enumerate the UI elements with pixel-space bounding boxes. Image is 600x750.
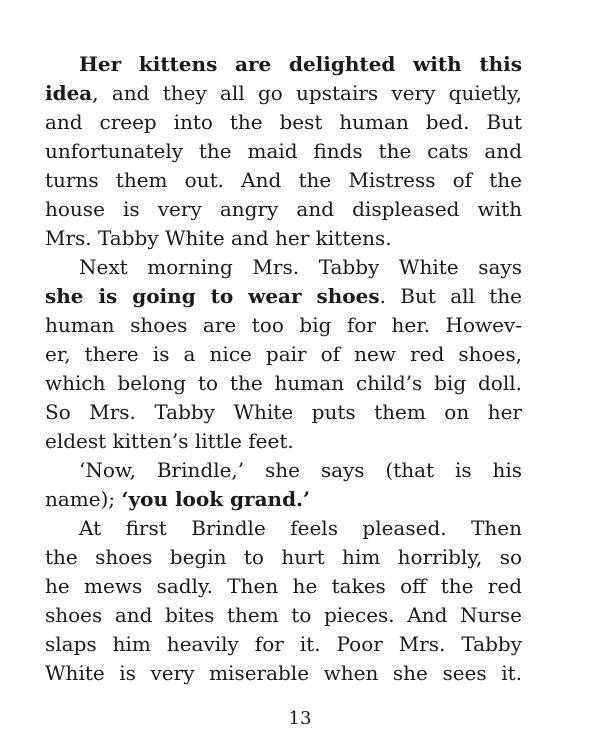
paragraph-1 [45, 50, 522, 253]
text-span: which belong to the human child’s big doll. [45, 371, 522, 395]
text-span: house is very angry and displeased with [45, 197, 522, 221]
text-line [45, 282, 522, 311]
paragraph-3 [45, 456, 522, 514]
text-span: Mrs. Tabby White and her kittens. [45, 226, 392, 250]
text-span: , and they all go upstairs very quietly, [92, 81, 522, 105]
text-line [45, 137, 522, 166]
text-line [45, 543, 522, 572]
text-span: Next morning Mrs. Tabby White says [79, 255, 522, 279]
text-line [45, 195, 522, 224]
text-line [45, 224, 522, 253]
text-span: slaps him heavily for it. Poor Mrs. Tabby [45, 632, 522, 656]
text-span: name); [45, 487, 122, 511]
text-line [45, 108, 522, 137]
text-span: er, there is a nice pair of new red shoes, [45, 342, 522, 366]
text-span: and creep into the best human bed. But [45, 110, 522, 134]
text-line [45, 601, 522, 630]
text-span: the shoes begin to hurt him horribly, so [45, 545, 522, 569]
paragraph-2 [45, 253, 522, 456]
paragraph-4 [45, 514, 522, 688]
text-span: ‘Now, Brindle,’ she says (that is his [79, 458, 522, 482]
text-line [45, 427, 522, 456]
text-span: unfortunately the maid finds the cats and [45, 139, 522, 163]
bold-phrase: idea [45, 81, 93, 105]
bold-phrase: Her kittens are delighted with this [79, 52, 522, 76]
text-line [45, 485, 522, 514]
text-span: At first Brindle feels pleased. Then [79, 516, 522, 540]
bold-phrase: she is going to wear shoes [45, 284, 380, 308]
text-span: human shoes are too big for her. Howev- [45, 313, 522, 337]
text-span: . But all the [379, 284, 522, 308]
text-line [45, 79, 522, 108]
text-span: turns them out. And the Mistress of the [45, 168, 522, 192]
text-line [45, 253, 522, 282]
text-span: So Mrs. Tabby White puts them on her [45, 400, 522, 424]
text-span: shoes and bites them to pieces. And Nurse [45, 603, 522, 627]
text-line [45, 456, 522, 485]
text-line [45, 311, 522, 340]
text-span: eldest kitten’s little feet. [45, 429, 294, 453]
text-line [45, 630, 522, 659]
text-line [45, 572, 522, 601]
text-line [45, 50, 522, 79]
page-body [45, 50, 522, 688]
text-line [45, 398, 522, 427]
bold-phrase: ‘you look grand.’ [121, 487, 310, 511]
text-line [45, 659, 522, 688]
text-line [45, 166, 522, 195]
text-span: White is very miserable when she sees it. [45, 661, 522, 685]
text-line [45, 340, 522, 369]
text-line [45, 369, 522, 398]
page-number: 13 [288, 708, 312, 729]
text-span: he mews sadly. Then he takes off the red [45, 574, 522, 598]
text-line [45, 514, 522, 543]
